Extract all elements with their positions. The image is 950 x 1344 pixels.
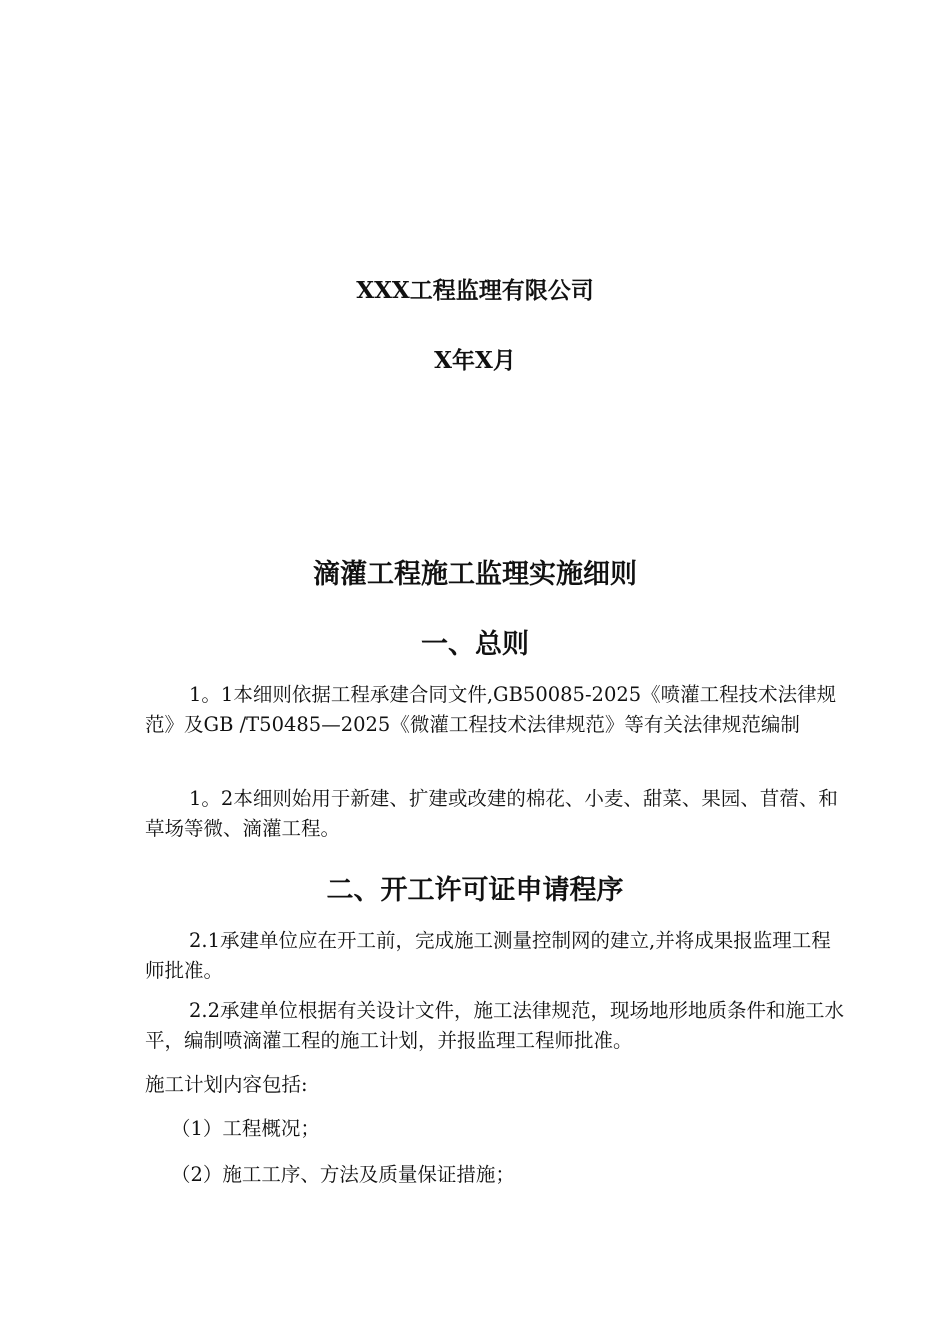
paragraph-2-2: 2.2承建单位根据有关设计文件，施工法律规范，现场地形地质条件和施工水平，编制喷滴灌工程的施工计划，并报监理工程师批准。: [145, 999, 845, 1052]
section-heading-permit: 二、开工许可证申请程序: [326, 875, 624, 906]
paragraph-2-1: 2.1承建单位应在开工前，完成施工测量控制网的建立,并将成果报监理工程师批准。: [145, 929, 831, 982]
section-heading-general: 一、总则: [421, 629, 529, 660]
paragraph-1-1: 1。1本细则依据工程承建合同文件,GB50085-2025《喷灌工程技术法律规范》及GB /T50485—2025《微灌工程技术法律规范》等有关法律规范编制: [145, 683, 837, 736]
list-item: （1）工程概况；: [171, 1117, 320, 1140]
company-name: XXX工程监理有限公司: [356, 277, 594, 304]
plan-intro: 施工计划内容包括:: [145, 1073, 308, 1096]
paragraph-1-2: 1。2本细则始用于新建、扩建或改建的棉花、小麦、甜菜、果园、苜蓿、和草场等微、滴灌工程。: [145, 787, 838, 840]
document-title: 滴灌工程施工监理实施细则: [313, 559, 637, 590]
list-item: （2）施工工序、方法及质量保证措施；: [171, 1163, 515, 1186]
document-date: X年X月: [434, 347, 516, 374]
